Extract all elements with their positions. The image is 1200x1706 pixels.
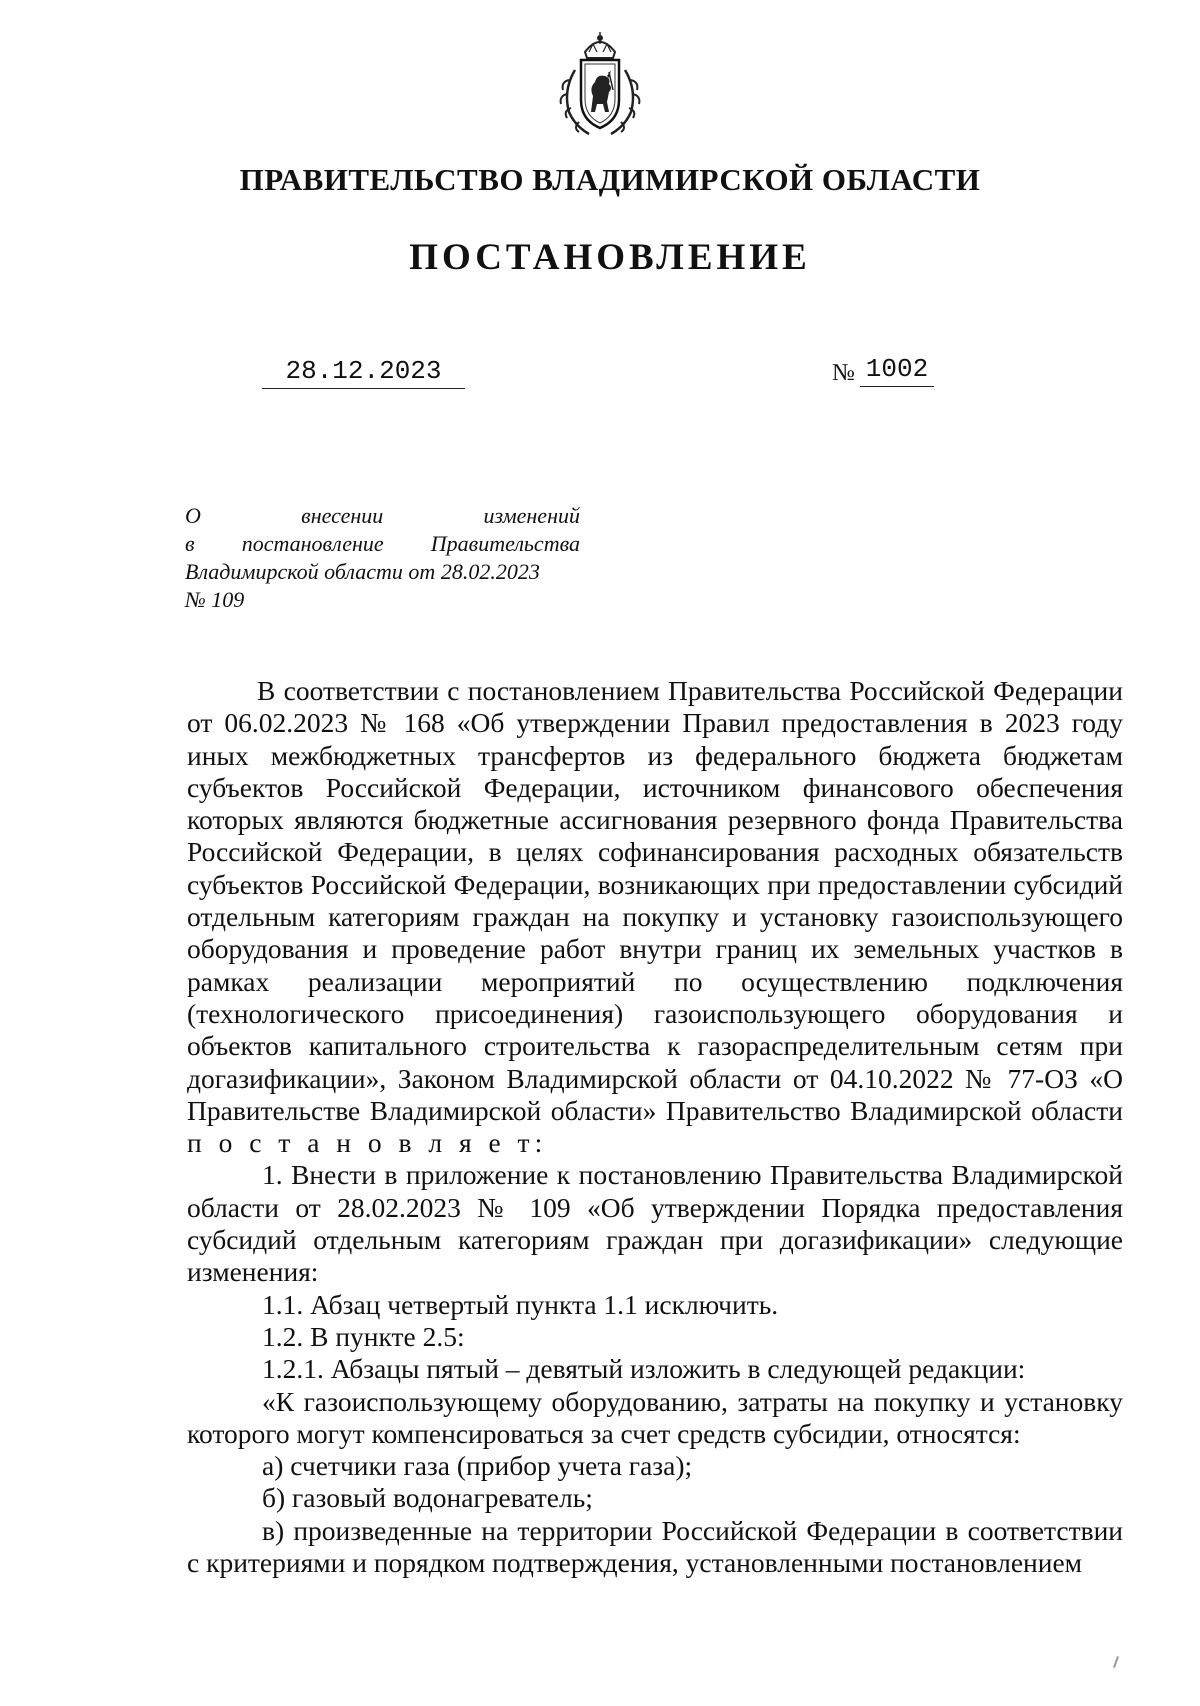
- subject-word: О: [185, 503, 201, 528]
- item-a-paragraph: а) счетчики газа (прибор учета газа);: [262, 1450, 693, 1482]
- document-number: 1002: [860, 354, 934, 387]
- subject-word: постановление: [241, 531, 384, 556]
- subject-word: в: [185, 531, 195, 556]
- quote-intro-paragraph: «К газоиспользующему оборудованию, затраты на покупку и установку которого могут компенсироваться за счет средств субсидии, относятся:: [187, 1385, 1123, 1449]
- number-sign: №: [832, 360, 855, 386]
- document-type-title: ПОСТАНОВЛЕНИЕ: [409, 237, 811, 278]
- subject-line: Владимирской области от 28.02.2023: [185, 559, 540, 584]
- subject-word: изменений: [483, 503, 580, 528]
- document-subject: [185, 502, 580, 614]
- item-b-paragraph: б) газовый водонагреватель;: [262, 1482, 593, 1514]
- document-body: [187, 675, 1123, 1579]
- item-1-paragraph: 1. Внести в приложение к постановлению Правительства Владимирской области от 28.02.2023 № 109 «Об утверждении Порядка предоставления субсидий отдельным категориям граждан при догазификации» следующие изменения:: [187, 1159, 1123, 1288]
- resolves-word: п о с т а н о в л я е т:: [187, 1127, 548, 1159]
- government-name: ПРАВИТЕЛЬСТВО ВЛАДИМИРСКОЙ ОБЛАСТИ: [239, 162, 981, 197]
- scan-mark: [1113, 1656, 1119, 1668]
- preamble-text: В соответствии с постановлением Правительства Российской Федерации от 06.02.2023 № 168 «Об утверждении Правил предоставления в 2023 году иных межбюджетных трансфертов из федерального бюджета бюджетам субъектов Российской Федерации, источником финансового обеспечения которых являются бюджетные ассигнования резервного фонда Правительства Российской Федерации, в целях софинансирования расходных обязательств субъектов Российской Федерации, возникающих при предоставлении субсидий отдельным категориям граждан на покупку и установку газоиспользующего оборудования и проведение работ внутри границ их земельных участков в рамках реализации мероприятий по осуществлению подключения (технологического присоединения) газоиспользующего оборудования и объектов капитального строительства к газораспределительным сетям при догазификации», Законом Владимирской области от 04.10.2022 № 77-ОЗ «О Правительстве Владимирской области» Правительство Владимирской области: [187, 675, 1123, 1126]
- subject-word: Правительства: [430, 531, 580, 556]
- item-1-2-paragraph: 1.2. В пункте 2.5:: [262, 1320, 465, 1352]
- document-date: 28.12.2023: [262, 356, 465, 389]
- subject-line: [185, 530, 580, 558]
- subject-word: внесении: [301, 503, 384, 528]
- vladimir-region-coat-of-arms-icon: [545, 30, 655, 140]
- item-1-2-1-paragraph: 1.2.1. Абзацы пятый – девятый изложить в следующей редакции:: [262, 1353, 1026, 1385]
- subject-line: [185, 502, 580, 530]
- item-1-1-paragraph: 1.1. Абзац четвертый пункта 1.1 исключить.: [262, 1288, 779, 1320]
- item-c-paragraph: в) произведенные на территории Российской Федерации в соответствии с критериями и порядком подтверждения, установленными постановлением: [187, 1514, 1123, 1579]
- preamble-paragraph: [187, 675, 1123, 1159]
- subject-line: № 109: [185, 587, 245, 612]
